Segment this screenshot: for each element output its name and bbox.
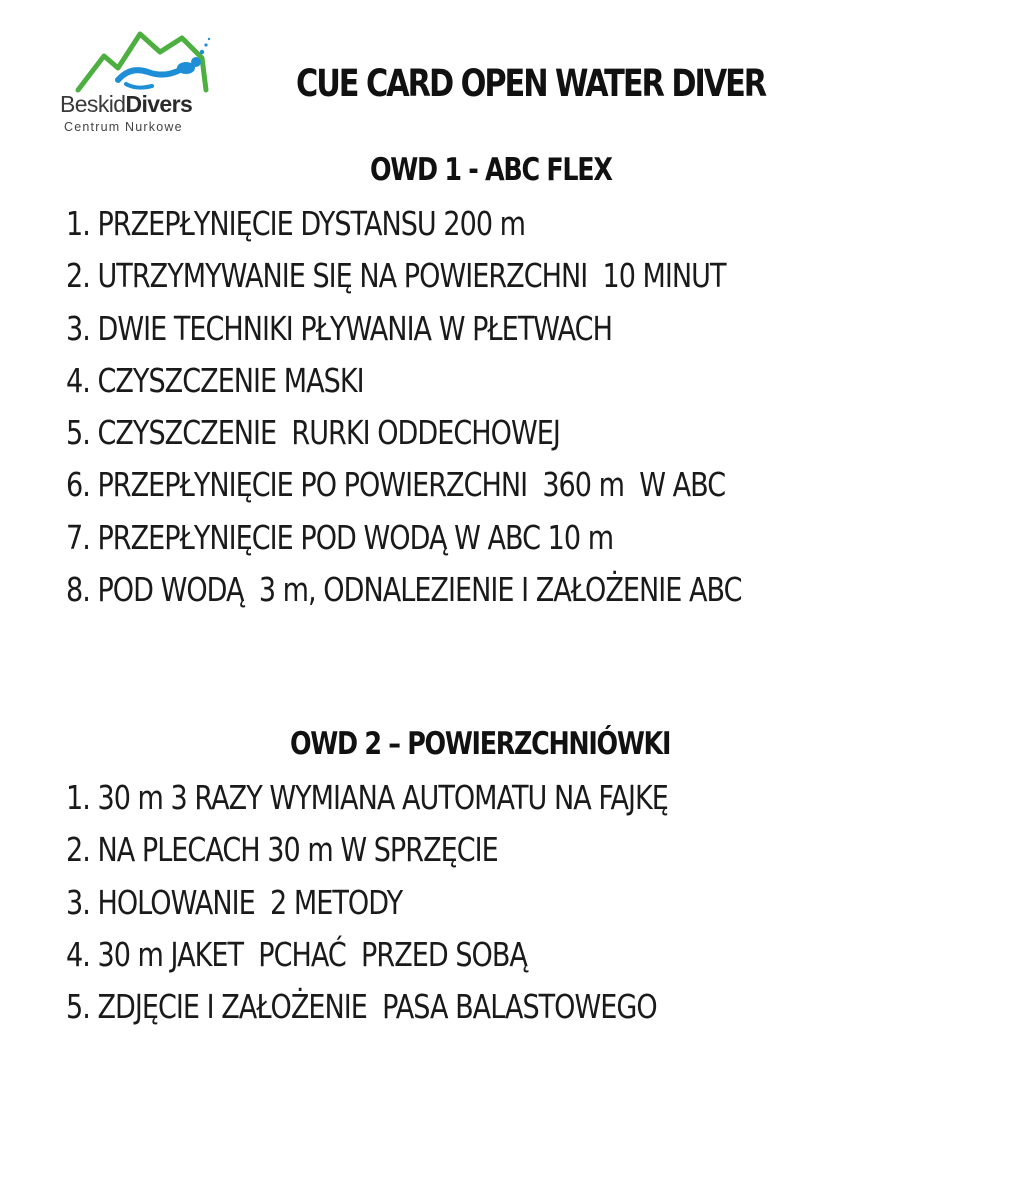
logo-wordmark	[60, 91, 192, 118]
list-item: 5. ZDJĘCIE I ZAŁOŻENIE PASA BALASTOWEGO	[66, 987, 657, 1027]
list-item: 5. CZYSZCZENIE RURKI ODDECHOWEJ	[66, 413, 560, 453]
list-item: 7. PRZEPŁYNIĘCIE POD WODĄ W ABC 10 m	[66, 517, 614, 557]
logo-name-bold: Divers	[125, 91, 193, 117]
beskid-divers-logo	[56, 28, 220, 136]
list-item: 1. 30 m 3 RAZY WYMIANA AUTOMATU NA FAJKĘ	[66, 778, 668, 817]
list-item: 4. 30 m JAKET PCHAĆ PRZED SOBĄ	[66, 934, 527, 974]
list-item: 1. PRZEPŁYNIĘCIE DYSTANSU 200 m	[66, 204, 526, 243]
skills-list-owd1	[66, 198, 890, 616]
list-item: 2. NA PLECACH 30 m W SPRZĘCIE	[66, 830, 498, 870]
page-title: CUE CARD OPEN WATER DIVER	[296, 62, 766, 105]
logo-tagline: Centrum Nurkowe	[64, 120, 183, 134]
list-item: 3. DWIE TECHNIKI PŁYWANIA W PŁETWACH	[66, 308, 612, 348]
section-heading-owd2: OWD 2 – POWIERZCHNIÓWKI	[290, 726, 671, 762]
list-item: 6. PRZEPŁYNIĘCIE PO POWIERZCHNI 360 m W ABC	[66, 465, 726, 505]
list-item: 2. UTRZYMYWANIE SIĘ NA POWIERZCHNI 10 MINUT	[66, 256, 726, 296]
logo-name-regular: Beskid	[60, 91, 126, 117]
mountain-diver-logo-icon	[56, 28, 220, 98]
list-item: 3. HOLOWANIE 2 METODY	[66, 882, 403, 922]
list-item: 4. CZYSZCZENIE MASKI	[66, 360, 364, 400]
section-heading-owd1: OWD 1 - ABC FLEX	[370, 152, 612, 188]
list-item: 8. POD WODĄ 3 m, ODNALEZIENIE I ZAŁOŻENIE ABC	[66, 570, 742, 610]
skills-list-owd2	[66, 772, 800, 1033]
